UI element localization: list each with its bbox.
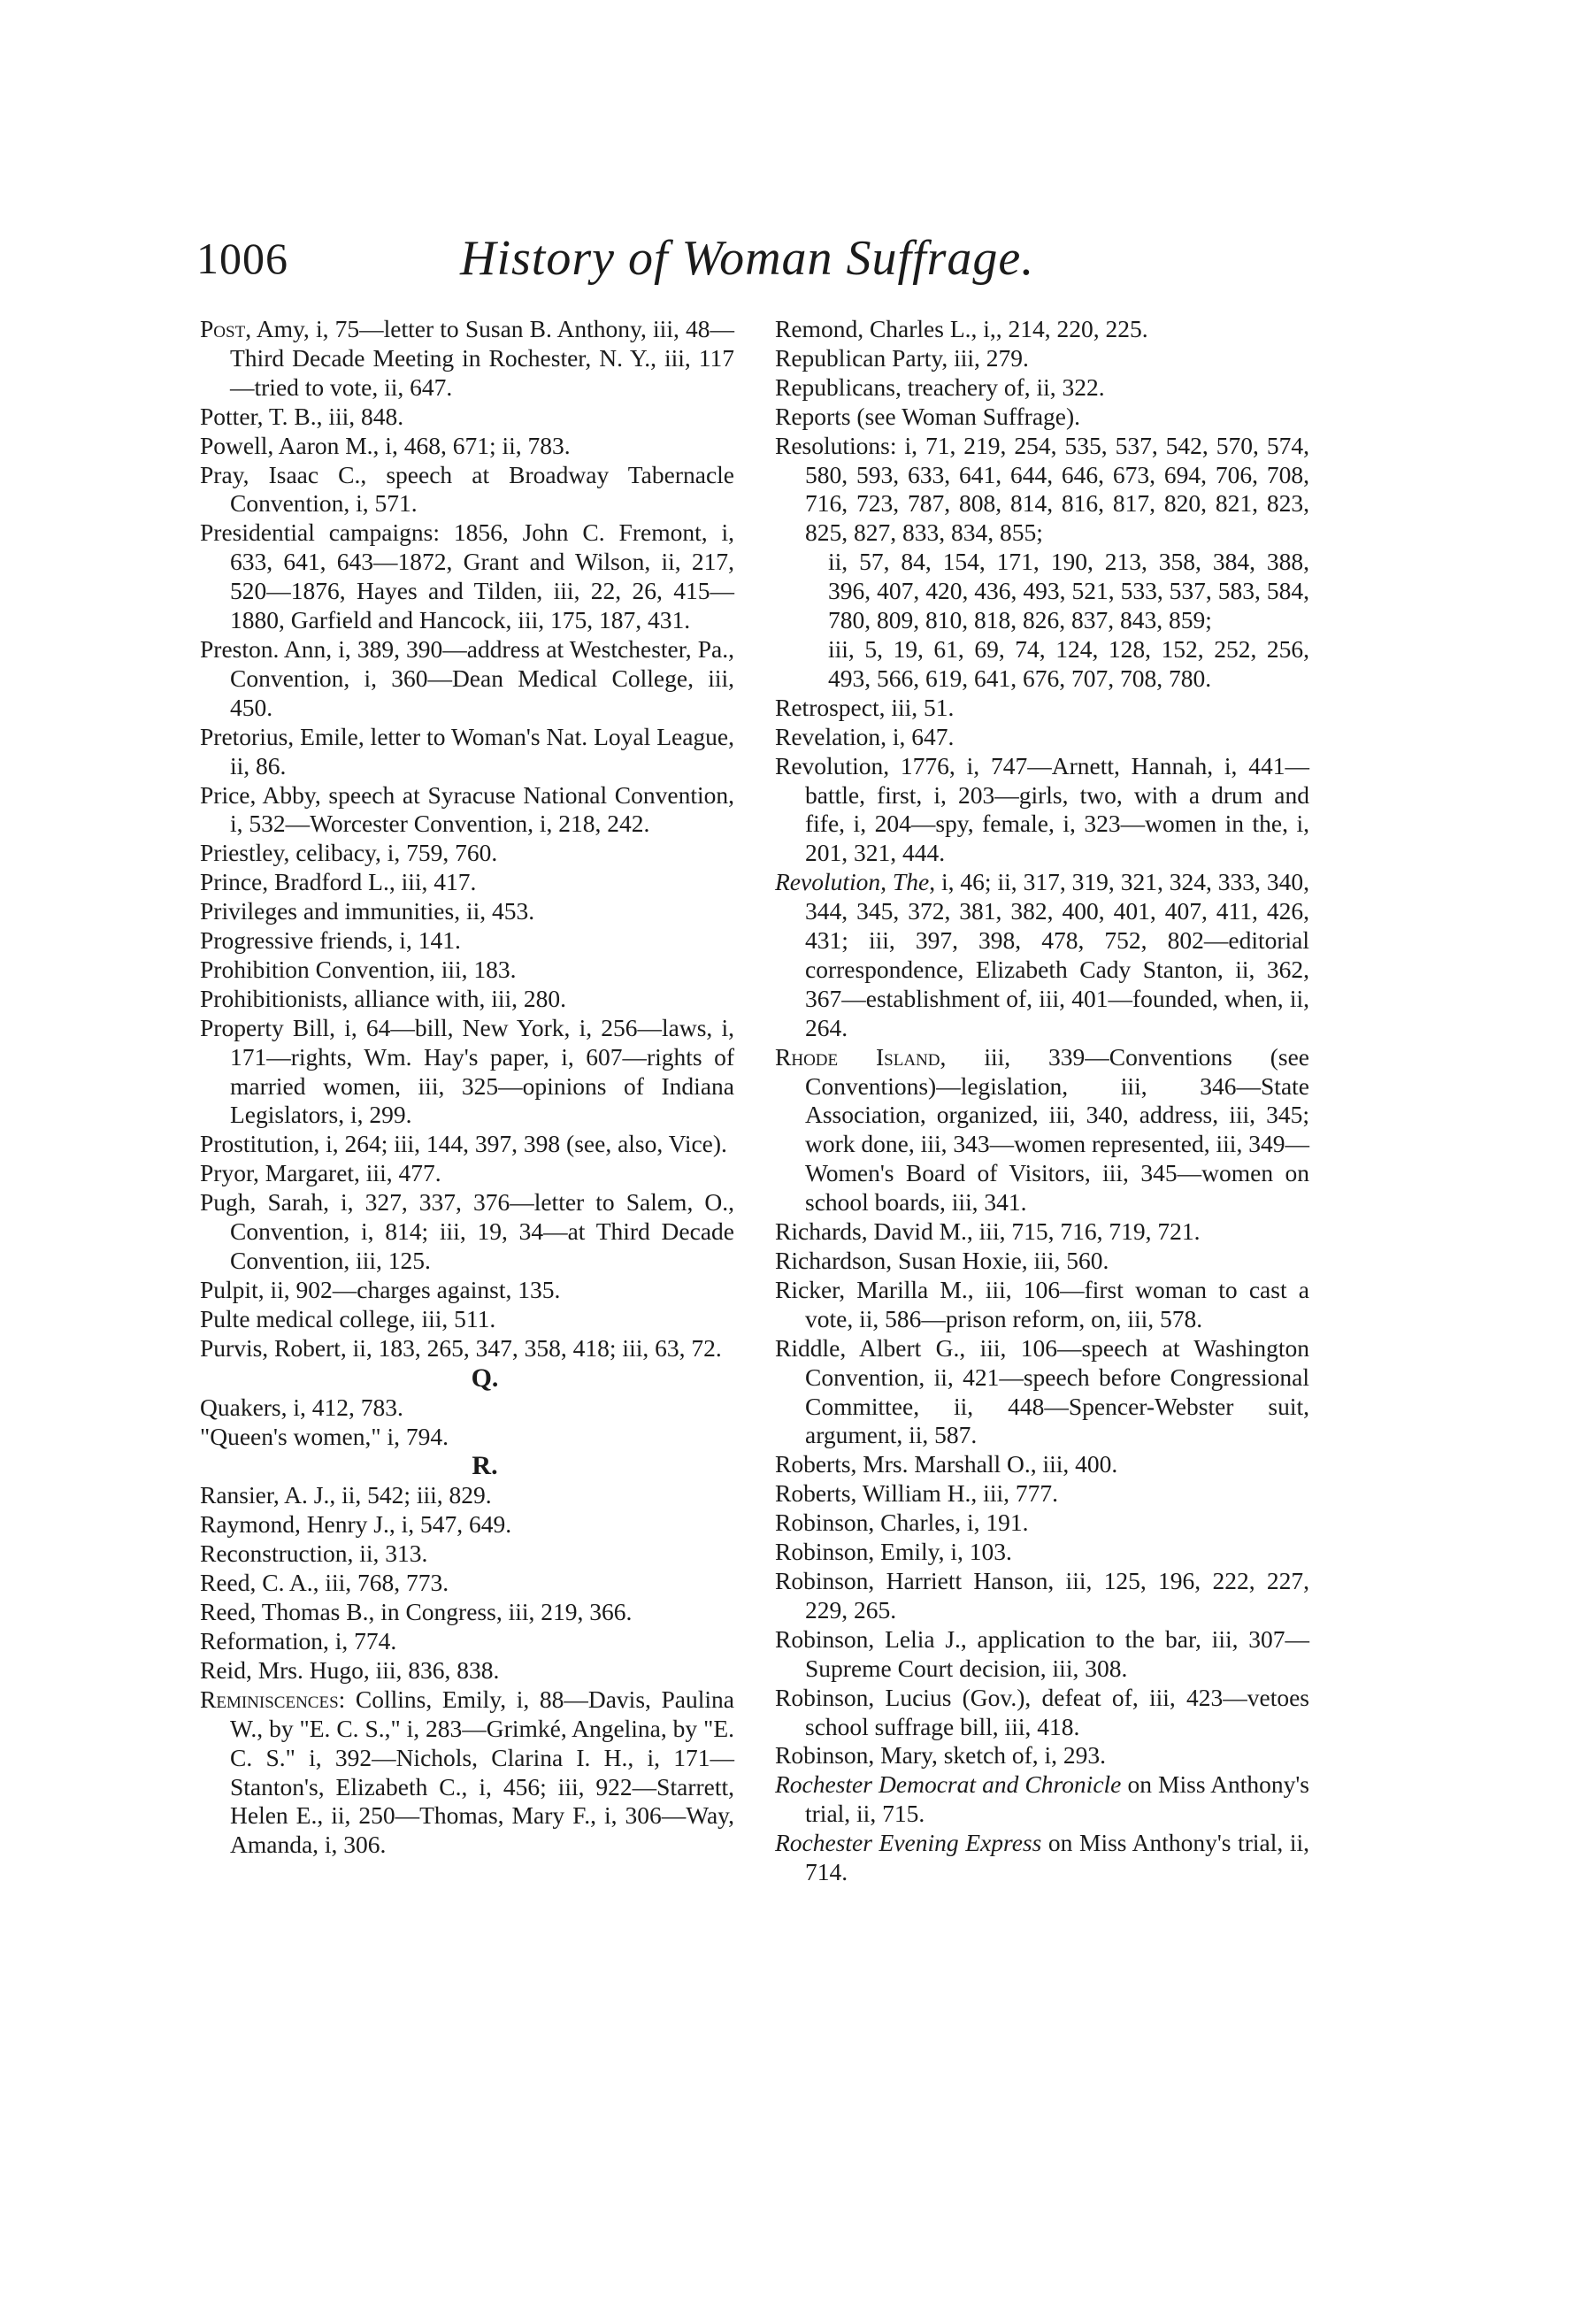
index-entry-text: Prostitution, i, 264; iii, 144, 397, 398 (see, also, Vice). <box>200 1130 727 1158</box>
index-entry-text: Remond, Charles L., i,, 214, 220, 225. <box>775 315 1148 342</box>
index-entry <box>775 868 1309 1042</box>
index-entry-text: ii, 57, 84, 154, 171, 190, 213, 358, 384, 388, 396, 407, 420, 436, 493, 521, 533, 537, 583, 584, 780, 809, 810, 818, 826, 837, 843, 859; <box>828 548 1309 634</box>
index-entry-text: Reconstruction, ii, 313. <box>200 1539 428 1568</box>
index-entry-text: Pretorius, Emile, letter to Woman's Nat. Loyal League, ii, 86. <box>200 722 734 779</box>
index-entry-text: Progressive friends, i, 141. <box>200 926 461 955</box>
index-entry <box>200 635 734 723</box>
index-entry-text: Resolutions: i, 71, 219, 254, 535, 537, 542, 570, 574, 580, 593, 633, 641, 644, 646, 673, 694, 706, 708, 716, 723, 787, 808, 814, 816, 817, 820, 821, 823, 825, 827, 833, 834, 855; <box>775 431 1309 547</box>
index-entry-text: on Miss Anthony's trial, ii, 714. <box>805 1829 1310 1886</box>
index-entry-text: Roberts, William H., iii, 777. <box>775 1479 1058 1508</box>
index-entry <box>200 897 734 926</box>
index-entry <box>775 1479 1309 1509</box>
index-entry-text: Robinson, Emily, i, 103. <box>775 1538 1012 1566</box>
index-entry-text: Powell, Aaron M., i, 468, 671; ii, 783. <box>200 431 571 459</box>
index-entry <box>200 1014 734 1131</box>
index-column-right <box>775 315 1309 1887</box>
index-entry <box>775 344 1309 373</box>
index-entry-text: Pulte medical college, iii, 511. <box>200 1304 496 1332</box>
index-entry <box>200 723 734 781</box>
index-entry <box>775 694 1309 723</box>
index-entry-text: Richardson, Susan Hoxie, iii, 560. <box>775 1247 1109 1274</box>
index-entry <box>200 926 734 956</box>
index-entry <box>200 1334 734 1363</box>
index-entry-text: Pray, Isaac C., speech at Broadway Tabernacle Convention, i, 571. <box>200 460 734 518</box>
index-entry <box>200 956 734 985</box>
index-entry <box>775 752 1309 869</box>
index-entry <box>775 1276 1309 1334</box>
index-entry-text: Potter, T. B., iii, 848. <box>200 402 404 430</box>
index-entry-text: Property Bill, i, 64—bill, New York, i, 256—laws, i, 171—rights, Wm. Hay's paper, i, 607—rights of married women, iii, 325—opinions of Indiana Legislators, i, 299. <box>200 1013 734 1129</box>
index-entry-text: , Amy, i, 75—letter to Susan B. Anthony, iii, 48—Third Decade Meeting in Rochester, N. Y., iii, 117—tried to vote, ii, 647. <box>230 315 734 401</box>
index-entry-text: Reed, C. A., iii, 768, 773. <box>200 1569 449 1597</box>
index-entry-text: Ransier, A. J., ii, 542; iii, 829. <box>200 1481 492 1509</box>
index-entry-text: Prohibition Convention, iii, 183. <box>200 955 517 983</box>
index-entry-heading: Rochester Democrat and Chronicle <box>775 1770 1122 1799</box>
index-entry-text: : Collins, Emily, i, 88—Davis, Paulina W., by "E. C. S.," i, 283—Grimké, Angelina, by "E. C. S." i, 392—Nichols, Clarina I. H., i, 171—Stanton's, Elizabeth C., i, 456; iii, 922—Starrett, Helen E., ii, 250—Thomas, Mary F., i, 306—Way, Amanda, i, 306. <box>230 1685 734 1859</box>
index-entry-text: Ricker, Marilla M., iii, 106—first woman to cast a vote, ii, 586—prison reform, on, iii, 578. <box>775 1275 1309 1332</box>
index-entry <box>775 1770 1309 1829</box>
index-entry-continuation <box>775 635 1309 694</box>
running-title: History of Woman Suffrage. <box>460 231 1035 286</box>
index-entry <box>200 315 734 403</box>
index-entry-text: Pulpit, ii, 902—charges against, 135. <box>200 1275 561 1303</box>
index-entry <box>200 1510 734 1539</box>
index-entry <box>775 723 1309 752</box>
index-entry <box>200 1305 734 1334</box>
index-entry-text: Republicans, treachery of, ii, 322. <box>775 372 1105 401</box>
index-entry-text: Retrospect, iii, 51. <box>775 693 955 721</box>
index-entry <box>200 1685 734 1860</box>
section-letter: R. <box>472 1451 498 1481</box>
index-entry-text: Richards, David M., iii, 715, 716, 719, 721. <box>775 1217 1201 1246</box>
index-entry <box>200 1539 734 1569</box>
index-entry <box>775 432 1309 549</box>
index-entry <box>200 1423 734 1452</box>
index-entry-text: Priestley, celibacy, i, 759, 760. <box>200 839 498 867</box>
index-entry-text: Revelation, i, 647. <box>775 722 955 750</box>
index-entry <box>775 1684 1309 1742</box>
index-entry <box>775 1247 1309 1276</box>
index-entry-text: Republican Party, iii, 279. <box>775 343 1029 372</box>
index-entry-text: "Queen's women," i, 794. <box>200 1422 449 1450</box>
index-entry <box>775 1829 1309 1887</box>
index-entry-text: , iii, 339—Conventions (see Conventions)—legislation, iii, 346—State Association, organized, iii, 340, address, iii, 345; work done, iii, 343—women represented, iii, 349—Women's Board of Visitors, iii, 345—women on school boards, iii, 341. <box>805 1042 1309 1217</box>
index-entry-heading: Post <box>200 315 246 342</box>
index-entry-text: Robinson, Lelia J., application to the bar, iii, 307—Supreme Court decision, iii, 308. <box>775 1624 1309 1682</box>
index-entry-heading: Revolution, The <box>775 868 930 896</box>
index-entry-text: Preston. Ann, i, 389, 390—address at Westchester, Pa., Convention, i, 360—Dean Medical College, iii, 450. <box>200 634 734 721</box>
index-entry <box>775 1509 1309 1538</box>
index-entry-text: iii, 5, 19, 61, 69, 74, 124, 128, 152, 252, 256, 493, 566, 619, 641, 676, 707, 708, 780. <box>828 634 1309 692</box>
index-entry <box>775 1625 1309 1684</box>
index-entry-text: Revolution, 1776, i, 747—Arnett, Hannah, i, 441—battle, first, i, 203—girls, two, with a drum and fife, i, 204—spy, female, i, 323—women in the, i, 201, 321, 444. <box>775 751 1309 867</box>
index-entry <box>200 1276 734 1305</box>
index-entry-continuation <box>775 548 1309 635</box>
index-entry <box>775 1217 1309 1247</box>
index-entry <box>200 1394 734 1423</box>
index-entry <box>200 432 734 461</box>
index-entry <box>200 518 734 635</box>
index-entry-heading: Rhode Island <box>775 1042 940 1071</box>
index-entry-text: Prohibitionists, alliance with, iii, 280. <box>200 984 567 1012</box>
index-entry-text: Robinson, Lucius (Gov.), defeat of, iii, 423—vetoes school suffrage bill, iii, 418. <box>775 1683 1309 1740</box>
index-entry <box>200 868 734 897</box>
index-entry <box>200 403 734 432</box>
index-entry-text: Prince, Bradford L., iii, 417. <box>200 868 477 896</box>
index-entry-text: Pugh, Sarah, i, 327, 337, 376—letter to Salem, O., Convention, i, 814; iii, 19, 34—at Third Decade Convention, iii, 125. <box>200 1188 734 1274</box>
index-entry-text: Robinson, Charles, i, 191. <box>775 1509 1029 1537</box>
index-entry-text: Reid, Mrs. Hugo, iii, 836, 838. <box>200 1655 500 1684</box>
index-entry <box>200 1188 734 1276</box>
index-entry <box>775 373 1309 403</box>
index-entry <box>775 315 1309 344</box>
index-entry-text: Privileges and immunities, ii, 453. <box>200 897 535 925</box>
index-entry <box>200 461 734 519</box>
index-entry <box>200 1656 734 1685</box>
index-entry <box>200 839 734 868</box>
index-entry-text: Purvis, Robert, ii, 183, 265, 347, 358, 418; iii, 63, 72. <box>200 1333 722 1362</box>
index-entry <box>775 1567 1309 1625</box>
page-number: 1006 <box>196 234 288 283</box>
index-entry <box>200 1598 734 1627</box>
index-entry-text: Quakers, i, 412, 783. <box>200 1393 403 1421</box>
index-entry <box>200 1481 734 1510</box>
index-entry <box>775 403 1309 432</box>
section-letter: Q. <box>471 1363 499 1393</box>
index-entry <box>775 1741 1309 1770</box>
index-entry-text: Reformation, i, 774. <box>200 1626 397 1655</box>
index-entry-text: Robinson, Harriett Hanson, iii, 125, 196, 222, 227, 229, 265. <box>775 1566 1309 1624</box>
index-entry <box>775 1450 1309 1479</box>
index-entry-text: , i, 46; ii, 317, 319, 321, 324, 333, 340, 344, 345, 372, 381, 382, 400, 401, 407, 411, 426, 431; iii, 397, 398, 478, 752, 802—editorial correspondence, Elizabeth Cady Stanton, ii, 362, 367—establishment of, iii, 401—founded, when, ii, 264. <box>805 868 1309 1041</box>
index-entry-text: Raymond, Henry J., i, 547, 649. <box>200 1510 512 1539</box>
index-entry <box>200 1130 734 1159</box>
index-entry-text: Pryor, Margaret, iii, 477. <box>200 1159 441 1187</box>
index-entry <box>200 1569 734 1598</box>
index-entry-text: on Miss Anthony's trial, ii, 715. <box>805 1770 1310 1828</box>
index-entry <box>200 985 734 1014</box>
index-entry-text: Reed, Thomas B., in Congress, iii, 219, 366. <box>200 1598 633 1626</box>
index-entry-text: Robinson, Mary, sketch of, i, 293. <box>775 1741 1107 1770</box>
index-column-left <box>200 315 734 1860</box>
index-entry-heading: Reminiscences <box>200 1685 339 1713</box>
index-entry-text: Price, Abby, speech at Syracuse National Convention, i, 532—Worcester Convention, i, 218, 242. <box>200 780 734 838</box>
index-entry-text: Presidential campaigns: 1856, John C. Fremont, i, 633, 641, 643—1872, Grant and Wilson, ii, 217, 520—1876, Hayes and Tilden, iii, 22, 26, 415—1880, Garfield and Hancock, iii, 175, 187, 431. <box>200 518 734 634</box>
index-entry-text: Riddle, Albert G., iii, 106—speech at Washington Convention, ii, 421—speech before Congressional Committee, ii, 448—Spencer-Webster suit, argument, ii, 587. <box>775 1333 1309 1449</box>
index-entry-text: Reports (see Woman Suffrage). <box>775 402 1081 430</box>
index-entry <box>200 1627 734 1656</box>
index-entry <box>200 1159 734 1188</box>
index-entry <box>200 781 734 840</box>
index-entry-text: Roberts, Mrs. Marshall O., iii, 400. <box>775 1450 1118 1478</box>
index-entry <box>775 1538 1309 1567</box>
index-entry <box>775 1334 1309 1451</box>
index-entry-heading: Rochester Evening Express <box>775 1829 1042 1857</box>
index-entry <box>775 1043 1309 1217</box>
